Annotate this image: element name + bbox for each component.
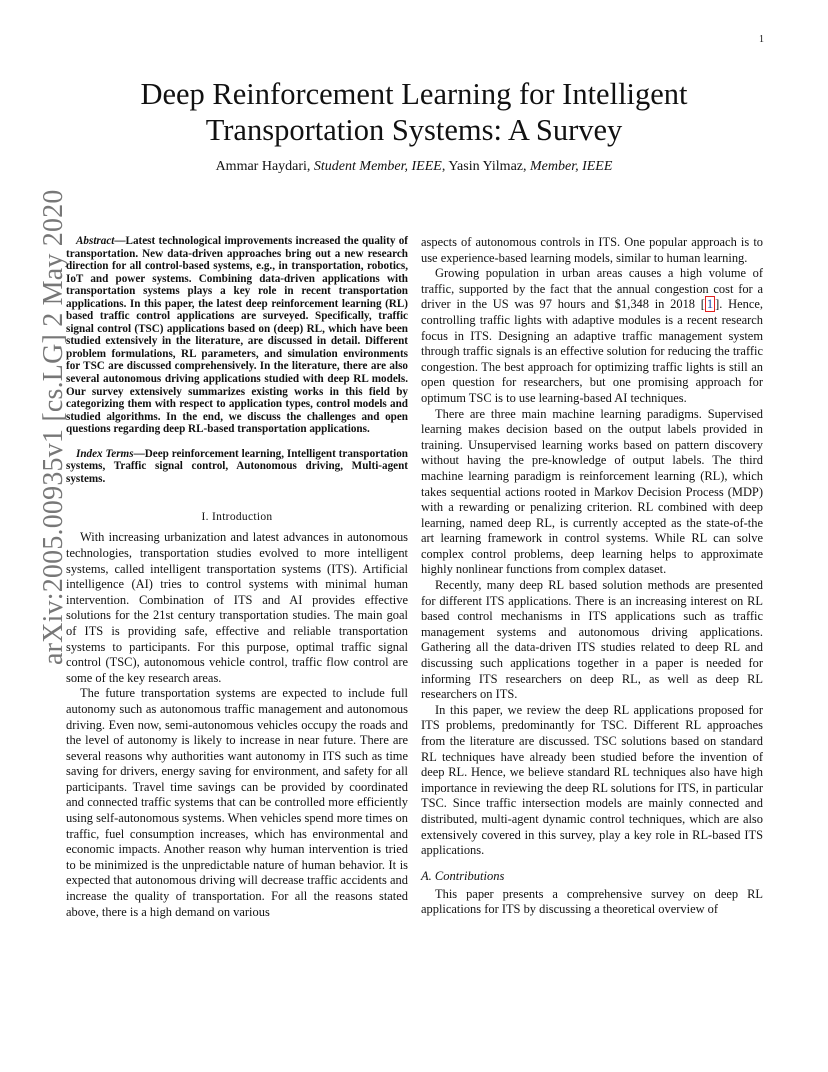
paragraph: Recently, many deep RL based solution methods are presented for different ITS applications. There is an increasing interest on RL based control mechanisms in ITS applications such as traffic management systems and autonomous driving applications. Gathering all the data-driven ITS studies related to deep RL and discussing such applications together in a paper is needed for informing ITS researchers on deep RL, as well as deep RL researchers on ITS. xyxy=(421,578,763,702)
author-list xyxy=(60,159,768,175)
paragraph: The future transportation systems are expected to include full autonomy such as autonomous traffic management and autonomous driving. Even now, semi-autonomous vehicles occupy the roads and the level of autonomy is likely to increase in near future. There are several reasons why authorities want autonomy in ITS such as time saving for drivers, energy saving for environment, and safety for all participants. Travel time savings can be provided by coordinated and connected traffic systems that can be controlled more efficiently using self-autonomous systems. When vehicles spend more times on traffic, fuel consumption increases, which has environmental and economic impacts. Another reason why human intervention is tried to be minimized is the unpredictable nature of human behavior. It is expected that autonomous driving will decrease traffic accidents and increase the quality of transportation. For all the reasons stated above, there is a high demand on various xyxy=(66,686,408,919)
page-number: 1 xyxy=(759,34,764,45)
paragraph-text: ]. Hence, controlling traffic lights with adaptive modules is a recent research focus in ITS. Designing an adaptive traffic management system through traffic signals is an effective solution for reducing the traffic congestion. The best approach for optimizing traffic lights is still an open question for researchers, but one promising approach for optimum TSC is to use learning-based AI techniques. xyxy=(421,297,763,405)
paper-title xyxy=(60,76,768,148)
paragraph: With increasing urbanization and latest advances in autonomous technologies, transportation studies evolved to more intelligent systems, called intelligent transportation systems (ITS). Artificial intelligence (AI) tries to control systems with minimal human intervention. Combination of ITS and AI provides effective solutions for the 21st century transportation studies. The main goal of ITS is providing safe, effective and reliable transportation systems to participants. For this purpose, optimal traffic signal control (TSC), autonomous vehicle control, traffic flow control are some of the key research areas. xyxy=(66,530,408,685)
arxiv-identifier-stamp[interactable]: arXiv:2005.00935v1 [cs.LG] 2 May 2020 xyxy=(38,189,69,665)
author-role: Member, IEEE xyxy=(530,159,613,174)
paragraph: In this paper, we review the deep RL applications proposed for ITS problems, predominantly for TSC. Different RL approaches from the literature are discussed. TSC solutions based on standard RL techniques have already been studied before the invention of deep RL. Hence, we believe standard RL techniques also have high importance in reviewing the deep RL solutions for ITS, in particular TSC. Since traffic intersection models are mainly connected and distributed, multi-agent dynamic control techniques, which are also extensively covered in this survey, play a key role in RL-based ITS applications. xyxy=(421,702,763,858)
paragraph-text: Growing population in urban areas causes a high volume of traffic, supported by the fact that the annual congestion cost for a driver in the US was 97 hours and $1,348 in 2018 [ xyxy=(421,266,763,312)
author-separator: , Yasin Yilmaz, xyxy=(441,159,527,174)
index-terms-label: Index Terms xyxy=(76,447,134,460)
author-name: Ammar Haydari, xyxy=(215,159,311,174)
author-role: Student Member, IEEE xyxy=(313,159,442,174)
paragraph: This paper presents a comprehensive survey on deep RL applications for ITS by discussing a theoretical overview of xyxy=(421,886,763,917)
section-heading-introduction: I. Introduction xyxy=(201,511,273,524)
left-column xyxy=(66,235,408,920)
abstract-label: Abstract xyxy=(76,235,115,247)
citation-link[interactable]: 1 xyxy=(706,297,714,312)
title-line-2: Transportation Systems: A Survey xyxy=(205,113,623,147)
paragraph: There are three main machine learning paradigms. Supervised learning makes decision based on the output labels provided in training. Unsupervised learning works based on pattern discovery without having the pre-knowledge of output labels. The third machine learning paradigm is reinforcement learning (RL), which takes sequential actions rooted in Markov Decision Process (MDP) with a rewarding or penalizing criterion. RL combined with deep learning, named deep RL, is currently accepted as the state-of-the art learning framework in control systems. While RL can solve complex control problems, deep learning helps to approximate highly nonlinear functions from complex dataset. xyxy=(421,406,763,577)
index-terms xyxy=(66,448,408,486)
abstract-text: —Latest technological improvements increased the quality of transportation. New data-driven approaches bring out a new research direction for all control-based systems, e.g., in transportation, robotics, IoT and power systems. Combining data-driven applications with transportation systems plays a key role in recent transportation applications. In this paper, the latest deep reinforcement learning (RL) based traffic control applications are surveyed. Specifically, traffic signal control (TSC) applications based on (deep) RL, which have been studied extensively in the literature, are discussed in detail. Different problem formulations, RL parameters, and simulation environments for TSC are discussed comprehensively. In the literature, there are also several autonomous driving applications studied with deep RL models. Our survey extensively summarizes existing works in this field by categorizing them with respect to application types, control models and studied algorithms. In the end, we discuss the challenges and open questions regarding deep RL-based transportation applications. xyxy=(66,235,408,436)
subsection-heading-contributions: A. Contributions xyxy=(421,868,505,883)
title-line-1: Deep Reinforcement Learning for Intelligent xyxy=(140,77,688,111)
paragraph-continuation: aspects of autonomous controls in ITS. One popular approach is to use experience-based learning models, similar to human learning. xyxy=(421,235,763,265)
abstract xyxy=(66,235,408,436)
index-terms-text: —Deep reinforcement learning, Intelligent transportation systems, Traffic signal control, Autonomous driving, Multi-agent systems. xyxy=(66,447,408,485)
paragraph xyxy=(421,266,763,406)
right-column xyxy=(421,235,763,918)
